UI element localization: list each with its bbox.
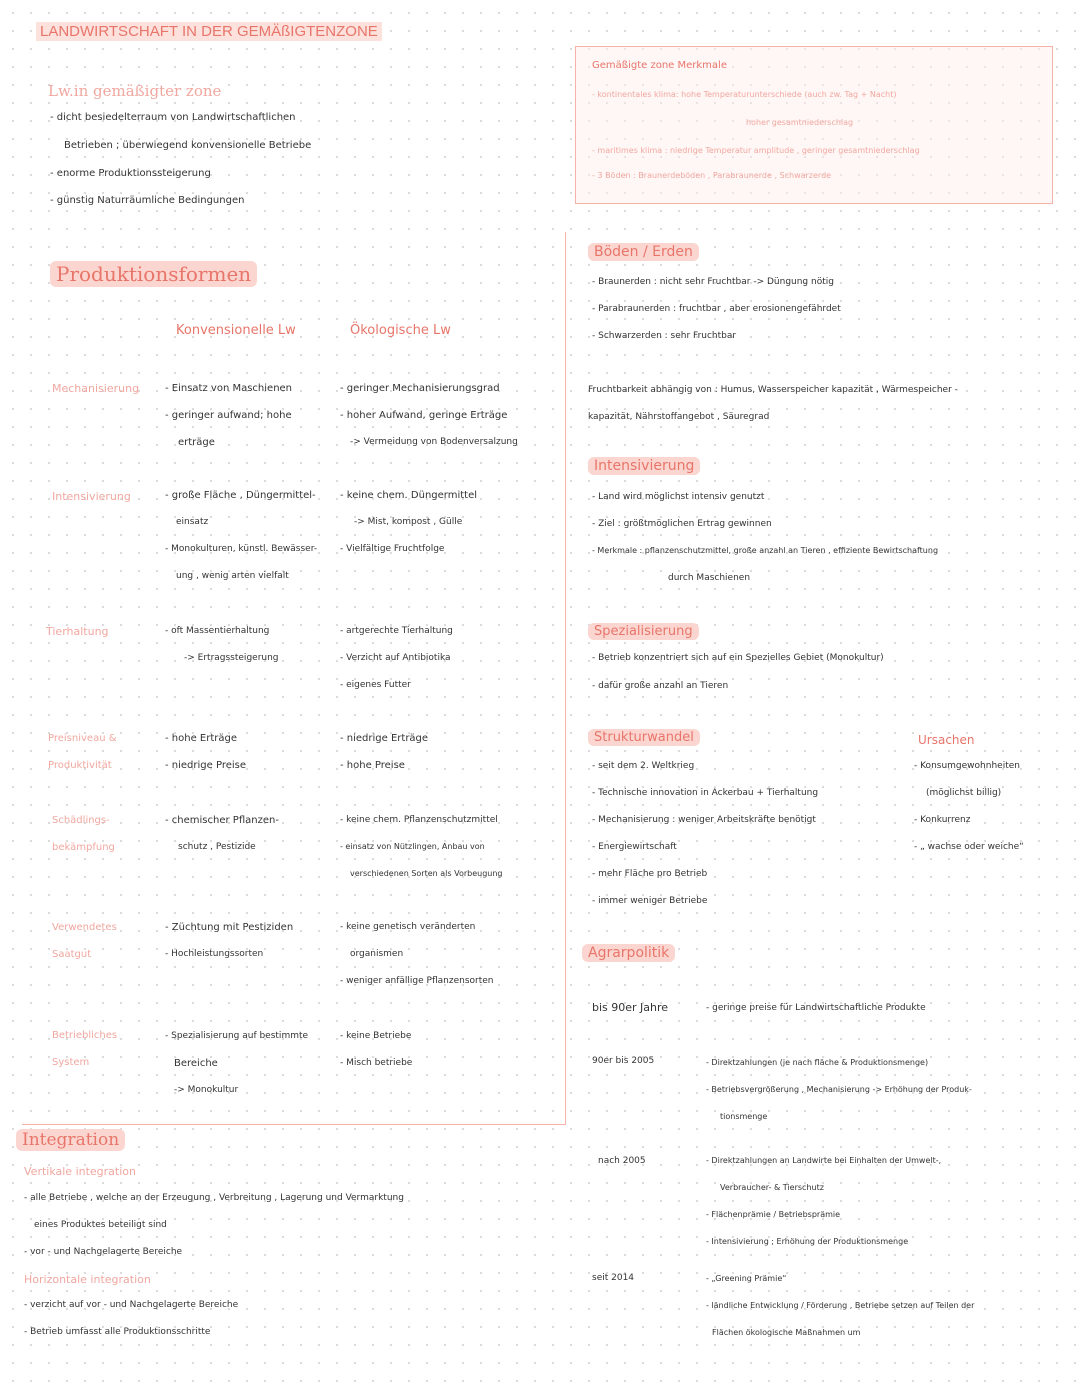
- konv-cell: - Monokulturen, künstl. Bewässer-: [165, 544, 318, 554]
- oeko-cell: - keine chem. Pflanzenschutzmittel: [340, 815, 498, 825]
- konv-cell: - geringer aufwand; hohe: [165, 410, 292, 421]
- intro-heading: Lw.in gemäßigter zone: [48, 82, 222, 100]
- ursachen-line: - Konkurrenz: [914, 815, 971, 825]
- ursachen-line: - Konsumgewohnheiten: [914, 761, 1020, 771]
- boeden-line: - Braunerden : nicht sehr Fruchtbar -> Düngung nötig: [592, 277, 834, 287]
- strukturwandel-heading: Strukturwandel: [588, 730, 700, 745]
- strukturwandel-line: - seit dem 2. Weltkrieg: [592, 761, 695, 771]
- intro-line: - dicht besiedelterraum von Landwirtschaftlichen: [50, 112, 296, 123]
- merkmale-line: hoher gesamtniederschlag: [746, 118, 854, 127]
- oeko-cell: - Vielfältige Fruchtfolge: [340, 544, 445, 554]
- period-line: - geringe preise für Landwirtschaftliche Produkte: [706, 1003, 926, 1013]
- konv-cell: einsatz: [176, 517, 209, 527]
- strukturwandel-line: - mehr Fläche pro Betrieb: [592, 869, 708, 879]
- ursachen-heading: Ursachen: [918, 733, 975, 747]
- boeden-heading: Böden / Erden: [588, 244, 699, 260]
- intensivierung-heading: Intensivierung: [588, 458, 700, 474]
- row-label: Schädlings-: [52, 815, 110, 826]
- oeko-cell: - keine chem. Düngermittel: [340, 490, 478, 501]
- boeden-line: - Parabraunerden : fruchtbar , aber erosionengefährdet: [592, 304, 841, 314]
- row-label: Saatgut: [52, 949, 92, 960]
- konv-cell: -> Ertragssteigerung: [184, 653, 279, 663]
- konv-cell: - oft Massentierhaltung: [165, 626, 270, 636]
- column-header-konventionell: Konvensionelle Lw: [176, 323, 296, 338]
- konv-cell: - Einsatz von Maschienen: [165, 383, 293, 394]
- frame-line: [22, 1124, 566, 1125]
- oeko-cell: - keine genetisch veränderten: [340, 922, 476, 932]
- row-label: Intensivierung: [52, 490, 131, 503]
- ursachen-line: (möglichst billig): [926, 788, 1002, 798]
- oeko-cell: -> Vermeidung von Bodenversalzung: [350, 437, 518, 447]
- period-line: - Direktzahlungen an Landwirte bei Einhalten der Umwelt-,: [706, 1156, 942, 1165]
- row-label: Verwendetes: [52, 922, 117, 933]
- integration-line: eines Produktes beteiligt sind: [34, 1220, 167, 1230]
- frame-line: [565, 232, 566, 1125]
- konv-cell: erträge: [178, 437, 215, 448]
- period-line: - „Greening Prämie“: [706, 1274, 787, 1283]
- merkmale-line: - 3 Böden : Braunerdeböden , Parabraunerde , Schwarzerde: [592, 171, 832, 180]
- intensivierung-line: - Ziel : größtmöglichen Ertrag gewinnen: [592, 519, 772, 529]
- oeko-cell: - hohe Preise: [340, 760, 405, 771]
- row-label: bekämpfung: [52, 842, 115, 853]
- period-line: - Intensivierung ; Erhöhung der Produktionsmenge: [706, 1237, 909, 1246]
- period-line: - Betriebsvergrößerung , Mechanisierung -> Erhöhung der Produk-: [706, 1085, 972, 1094]
- ursachen-line: - „ wachse oder weiche“: [914, 842, 1024, 852]
- konv-cell: - Spezialisierung auf bestimmte: [165, 1031, 309, 1041]
- intensivierung-line: - Land wird möglichst intensiv genutzt: [592, 492, 765, 502]
- oeko-cell: - einsatz von Nützlingen, Anbau von: [340, 842, 485, 851]
- strukturwandel-line: - Mechanisierung : weniger Arbeitskräfte benötigt: [592, 815, 816, 825]
- strukturwandel-line: - immer weniger Betriebe: [592, 896, 708, 906]
- integration-heading: Integration: [16, 1130, 125, 1150]
- period-line: - ländliche Entwicklung / Förderung , Betriebe setzen auf Teilen der: [706, 1301, 975, 1310]
- konv-cell: - große Fläche , Düngermittel-: [165, 490, 316, 501]
- row-label: Betriebliches: [52, 1030, 118, 1041]
- period-line: Flächen ökologische Maßnahmen um: [712, 1328, 861, 1337]
- oeko-cell: - eigenes Futter: [340, 680, 411, 690]
- row-label: Mechanisierung: [52, 382, 140, 395]
- intensivierung-line: durch Maschienen: [668, 573, 751, 583]
- boeden-line: - Schwarzerden : sehr Fruchtbar: [592, 331, 737, 341]
- merkmale-heading: Gemäßigte zone Merkmale: [592, 60, 727, 71]
- konv-cell: Bereiche: [174, 1058, 218, 1069]
- merkmale-line: - maritimes klima : niedrige Temperatur amplitude , geringer gesamtniederschlag: [592, 146, 920, 155]
- oeko-cell: - niedrige Erträge: [340, 733, 429, 744]
- column-header-oekologisch: Ökologische Lw: [350, 323, 451, 338]
- period-line: tionsmenge: [720, 1112, 768, 1121]
- oeko-cell: - geringer Mechanisierungsgrad: [340, 383, 500, 394]
- integration-line: - verzicht auf vor - und Nachgelagerte Bereiche: [24, 1300, 239, 1310]
- integration-line: - Betrieb umfasst alle Produktionsschritte: [24, 1327, 211, 1337]
- oeko-cell: - artgerechte Tierhaltung: [340, 626, 453, 636]
- konv-cell: -> Monokultur: [174, 1085, 239, 1095]
- period-line: Verbraucher- & Tierschutz: [720, 1183, 824, 1192]
- konv-cell: - hohe Erträge: [165, 733, 238, 744]
- vertikale-integration-heading: Vertikale integration: [24, 1165, 136, 1178]
- oeko-cell: - hoher Aufwand, geringe Erträge: [340, 410, 508, 421]
- spezialisierung-line: - dafür große anzahl an Tieren: [592, 681, 729, 691]
- konv-cell: schutz , Pestizide: [178, 842, 256, 852]
- integration-line: - alle Betriebe , welche an der Erzeugung , Verbreitung , Lagerung und Vermarktung: [24, 1193, 404, 1203]
- period-label: seit 2014: [592, 1273, 635, 1283]
- strukturwandel-line: - Energiewirtschaft: [592, 842, 677, 852]
- spezialisierung-heading: Spezialisierung: [588, 624, 699, 639]
- row-label: Preisniveau &: [48, 733, 117, 744]
- oeko-cell: - Verzicht auf Antibiotika: [340, 653, 451, 663]
- row-label: Tierhaltung: [46, 625, 109, 638]
- agrarpolitik-heading: Agrarpolitik: [582, 945, 675, 961]
- spezialisierung-line: - Betrieb konzentriert sich auf ein Spezielles Gebiet (Monokultur): [592, 653, 884, 663]
- period-label: 90er bis 2005: [592, 1056, 655, 1066]
- intro-line: Betrieben ; überwiegend konvensionelle Betriebe: [64, 140, 312, 151]
- merkmale-line: - kontinentales klima: hohe Temperaturunterschiede (auch zw. Tag + Nacht): [592, 90, 897, 99]
- page-title: LANDWIRTSCHAFT IN DER GEMÄßIGTENZONE: [36, 22, 382, 41]
- oeko-cell: - Misch betriebe: [340, 1058, 413, 1068]
- konv-cell: - chemischer Pflanzen-: [165, 815, 279, 826]
- konv-cell: ung , wenig arten vielfalt: [176, 571, 289, 581]
- oeko-cell: organismen: [350, 949, 404, 959]
- integration-line: - vor - und Nachgelagerte Bereiche: [24, 1247, 183, 1257]
- horizontale-integration-heading: Horizontale integration: [24, 1273, 151, 1286]
- konv-cell: - Züchtung mit Pestiziden: [165, 922, 294, 933]
- row-label: System: [52, 1057, 90, 1068]
- intensivierung-line: - Merkmale : pflanzenschutzmittel, große anzahl an Tieren , effiziente Bewirtschaftung: [592, 546, 939, 555]
- oeko-cell: -> Mist, kompost , Gülle: [354, 517, 463, 527]
- oeko-cell: - weniger anfällige Pflanzensorten: [340, 976, 494, 986]
- period-line: - Flächenprämie / Betriebsprämie: [706, 1210, 841, 1219]
- intro-line: - enorme Produktionssteigerung: [50, 168, 211, 179]
- oeko-cell: - keine Betriebe: [340, 1031, 412, 1041]
- fruchtbarkeit-line: Fruchtbarkeit abhängig von : Humus, Wasserspeicher kapazität , Wärmespeicher -: [588, 385, 958, 395]
- strukturwandel-line: - Technische innovation in Ackerbau + Tierhaltung: [592, 788, 819, 798]
- konv-cell: - Hochleistungssorten: [165, 949, 264, 959]
- konv-cell: - niedrige Preise: [165, 760, 247, 771]
- period-label: bis 90er Jahre: [592, 1001, 669, 1014]
- row-label: Produktivität: [48, 760, 112, 771]
- fruchtbarkeit-line: kapazität, Nährstoffangebot , Säuregrad: [588, 412, 770, 422]
- oeko-cell: verschiedenen Sorten als Vorbeugung: [350, 869, 503, 878]
- period-line: - Direktzahlungen (je nach fläche & Produktionsmenge): [706, 1058, 929, 1067]
- produktionsformen-heading: Produktionsformen: [50, 262, 257, 286]
- period-label: nach 2005: [598, 1156, 646, 1166]
- intro-line: - günstig Naturräumliche Bedingungen: [50, 195, 245, 206]
